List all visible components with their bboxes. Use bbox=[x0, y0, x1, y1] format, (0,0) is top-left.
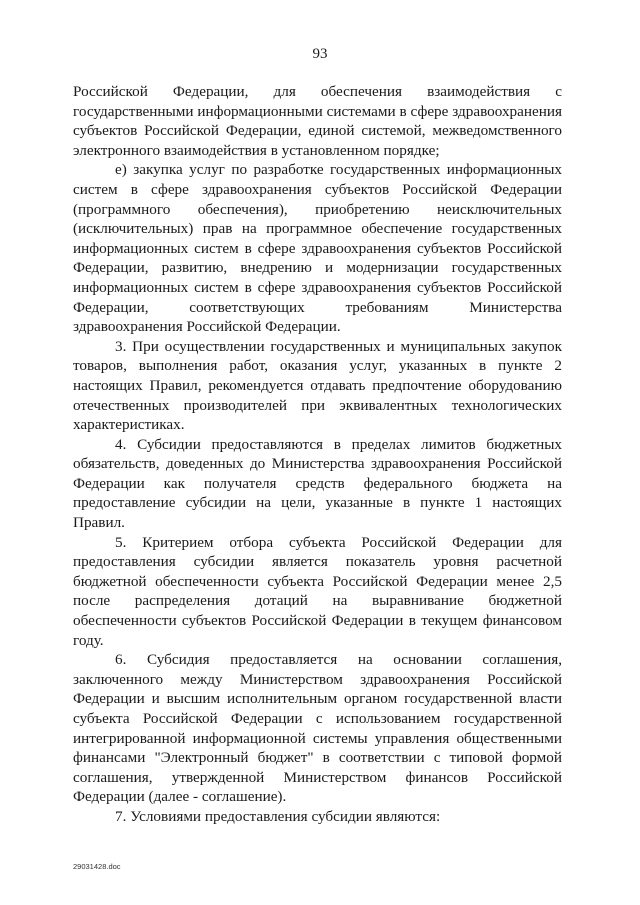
paragraph-e-line: е) закупка услуг по разработке государственных информационных bbox=[115, 161, 562, 179]
paragraph-p5-line: бюджетной обеспеченности субъекта Российской Федерации менее 2,5 bbox=[73, 572, 562, 590]
paragraph-e-line: систем в сфере здравоохранения субъектов Российской Федерации bbox=[73, 180, 562, 198]
paragraph-p6-line: 6. Субсидия предоставляется на основании соглашения, bbox=[115, 651, 562, 669]
paragraph-p5-line: 5. Критерием отбора субъекта Российской Федерации для bbox=[115, 533, 562, 551]
paragraph-p3-line: 3. При осуществлении государственных и муниципальных закупок bbox=[115, 337, 562, 355]
document-body bbox=[73, 82, 562, 827]
paragraph-p5-line: после распределения дотаций на выравнивание бюджетной bbox=[73, 592, 562, 610]
paragraph-p4-line: 4. Субсидии предоставляются в пределах лимитов бюджетных bbox=[115, 435, 562, 453]
paragraph-cont-line: субъектов Российской Федерации, единой системой, межведомственного bbox=[73, 122, 562, 140]
paragraph-cont-line: Российской Федерации, для обеспечения взаимодействия с bbox=[73, 83, 562, 100]
paragraph-p5-line: предоставления субсидии является показатель уровня расчетной bbox=[73, 553, 562, 571]
paragraph-cont-line: государственными информационными системами в сфере здравоохранения bbox=[73, 102, 562, 120]
page-number: 93 bbox=[312, 46, 328, 62]
paragraph-p7-line: 7. Условиями предоставления субсидии являются: bbox=[115, 807, 441, 825]
paragraph-e-line: информационных систем в сфере здравоохранения субъектов Российской bbox=[73, 239, 562, 257]
paragraph-p6-line: субъекта Российской Федерации с использованием государственной bbox=[73, 710, 562, 727]
paragraph-p6-line: финансами "Электронный бюджет" в соответствии с типовой формой bbox=[73, 749, 562, 767]
paragraph-p5-line: году. bbox=[73, 631, 104, 649]
paragraph-p5-line: обеспеченности субъектов Российской Федерации в текущем финансовом bbox=[73, 612, 562, 630]
paragraph-e-line: информационных систем в сфере здравоохранения субъектов Российской bbox=[73, 278, 562, 296]
paragraph-p6-line: заключенного между Министерством здравоохранения Российской bbox=[73, 670, 562, 688]
paragraph-cont-line: электронного взаимодействия в установленном порядке; bbox=[73, 141, 440, 159]
paragraph-e-line: Федерации, соответствующих требованиям Министерства bbox=[73, 298, 562, 316]
paragraph-p3-line: отечественных производителей при эквивалентных технологических bbox=[73, 396, 562, 414]
file-name-footer: 29031428.doc bbox=[73, 862, 121, 871]
paragraph-p3-line: товаров, выполнения работ, оказания услуг, указанных в пункте 2 bbox=[73, 357, 562, 375]
paragraph-e-line: здравоохранения Российской Федерации. bbox=[73, 318, 341, 336]
paragraph-p6-line: Федерации и высшим исполнительным органом государственной власти bbox=[73, 690, 562, 708]
paragraph-e-line: Федерации, развитию, внедрению и модернизации государственных bbox=[73, 259, 562, 277]
paragraph-p4-line: обязательств, доведенных до Министерства здравоохранения Российской bbox=[73, 455, 562, 473]
paragraph-e-line: (программного обеспечения), приобретению неисключительных bbox=[73, 200, 562, 218]
paragraph-p4-line: предоставление субсидии на цели, указанные в пункте 1 настоящих bbox=[73, 494, 562, 512]
paragraph-p4-line: Правил. bbox=[73, 514, 125, 532]
paragraph-e-line: (исключительных) прав на программное обеспечение государственных bbox=[73, 220, 562, 238]
paragraph-p3-line: характеристиках. bbox=[73, 416, 185, 434]
paragraph-p6-line: соглашения, утвержденной Министерством финансов Российской bbox=[73, 768, 562, 786]
paragraph-p3-line: настоящих Правил, рекомендуется отдавать предпочтение оборудованию bbox=[73, 376, 562, 394]
paragraph-p6-line: Федерации (далее - соглашение). bbox=[73, 788, 287, 806]
paragraph-p4-line: Федерации как получателя средств федерального бюджета на bbox=[73, 474, 562, 492]
paragraph-p6-line: интегрированной информационной системы управления общественными bbox=[73, 729, 562, 747]
